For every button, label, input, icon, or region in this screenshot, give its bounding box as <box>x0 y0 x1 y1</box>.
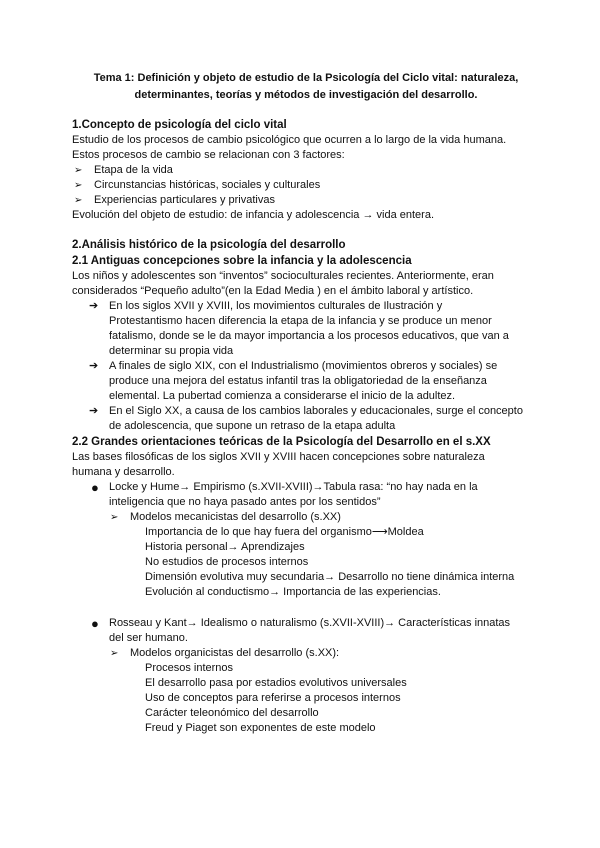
subsection-2-1-intro-1: Los niños y adolescentes son “inventos” socioculturales recientes. Anteriormente, eran <box>72 270 494 282</box>
list-item: ➢ Etapa de la vida <box>74 164 173 176</box>
text-line: Importancia de lo que hay fuera del organismo⟶Moldea <box>145 526 424 538</box>
subsection-2-1-intro-2: considerados “Pequeño adulto”(en la Edad Media ) en el ámbito laboral y artístico. <box>72 285 474 297</box>
list-item: ➢ Modelos mecanicistas del desarrollo (s.XX) <box>110 511 341 523</box>
list-item: ➔ En el Siglo XX, a causa de los cambios laborales y educacionales, surge el concepto de adolescencia, que supone un retraso de la etapa adulta <box>89 405 523 432</box>
subsection-2-2-intro-2: humana y desarrollo. <box>72 466 175 478</box>
text-line: Uso de conceptos para referirse a procesos internos <box>145 692 401 704</box>
subsection-2-2-heading: 2.2 Grandes orientaciones teóricas de la Psicología del Desarrollo en el s.XX <box>72 436 491 448</box>
page-title <box>72 70 540 104</box>
dot-bullet-icon: ● <box>91 616 99 631</box>
list-item: ➔ En los siglos XVII y XVIII, los movimientos culturales de Ilustración y Protestantismo hacen diferencia la etapa de la infancia y se produce un menor fatalismo, donde se le da mayor importancia a los procesos educativos, que van a determinar su propia vida <box>89 300 509 357</box>
list-item: ● Rosseau y Kant→ Idealismo o naturalismo (s.XVII-XVIII)→ Características innatas del ser humano. <box>91 616 511 644</box>
evolution-text: Evolución del objeto de estudio: de infancia y adolescencia → vida entera. <box>72 209 435 221</box>
text-line: El desarrollo pasa por estadios evolutivos universales <box>145 677 407 689</box>
mechanistic-models-list <box>72 510 540 525</box>
list-item: ➢ Modelos organicistas del desarrollo (s.XX): <box>110 647 340 659</box>
organicist-points <box>72 661 540 736</box>
section-1-paragraph-2: Estos procesos de cambio se relacionan con 3 factores: <box>72 149 345 161</box>
section-1-paragraph-1: Estudio de los procesos de cambio psicológico que ocurren a lo largo de la vida humana. <box>72 134 507 146</box>
organicist-models-list <box>72 646 540 661</box>
dot-bullet-icon: ● <box>91 480 99 495</box>
title-line-1: Tema 1: Definición y objeto de estudio de la Psicología del Ciclo vital: naturaleza, <box>93 72 519 84</box>
section-1-heading: 1.Concepto de psicología del ciclo vital <box>72 119 287 131</box>
text-line: Historia personal→ Aprendizajes <box>145 541 305 553</box>
text-line: Evolución al conductismo→ Importancia de las experiencias. <box>145 586 441 598</box>
arrow-bullet-icon: ➔ <box>89 405 99 417</box>
text-line: No estudios de procesos internos <box>145 556 309 568</box>
arrowhead-bullet-icon: ➢ <box>74 165 83 176</box>
factors-list <box>72 163 540 208</box>
arrowhead-bullet-icon: ➢ <box>74 195 83 206</box>
orientations-list-2 <box>72 616 540 646</box>
arrow-bullet-icon: ➔ <box>89 360 99 372</box>
mechanistic-points <box>72 525 540 600</box>
arrowhead-bullet-icon: ➢ <box>110 648 119 659</box>
arrow-bullet-icon: ➔ <box>89 300 99 312</box>
text-line: Procesos internos <box>145 662 234 674</box>
text-line: Carácter teleonómico del desarrollo <box>145 707 319 719</box>
list-item: ● Locke y Hume→ Empirismo (s.XVII-XVIII)→Tabula rasa: “no hay nada en la inteligencia que no haya pasado antes por los sentidos” <box>91 480 478 508</box>
section-2-heading: 2.Análisis histórico de la psicología del desarrollo <box>72 239 346 251</box>
list-item: ➔ A finales de siglo XIX, con el Industrialismo (movimientos obreros y sociales) se produce una mejora del estatus infantil tras la obligatoriedad de la enseñanza elemental. La pubertad comienza a considerarse el inicio de la adultez. <box>89 360 498 402</box>
arrowhead-bullet-icon: ➢ <box>110 512 119 523</box>
title-line-2: determinantes, teorías y métodos de investigación del desarrollo. <box>134 89 478 101</box>
history-list <box>72 299 540 434</box>
list-item: ➢ Experiencias particulares y privativas <box>74 194 275 206</box>
subsection-2-1-heading: 2.1 Antiguas concepciones sobre la infancia y la adolescencia <box>72 255 412 267</box>
arrowhead-bullet-icon: ➢ <box>74 180 83 191</box>
text-line: Dimensión evolutiva muy secundaria→ Desarrollo no tiene dinámica interna <box>145 571 515 583</box>
list-item: ➢ Circunstancias históricas, sociales y culturales <box>74 179 321 191</box>
text-line: Freud y Piaget son exponentes de este modelo <box>145 722 376 734</box>
subsection-2-2-intro-1: Las bases filosóficas de los siglos XVII y XVIII hacen concepciones sobre naturaleza <box>72 451 485 463</box>
orientations-list <box>72 480 540 510</box>
